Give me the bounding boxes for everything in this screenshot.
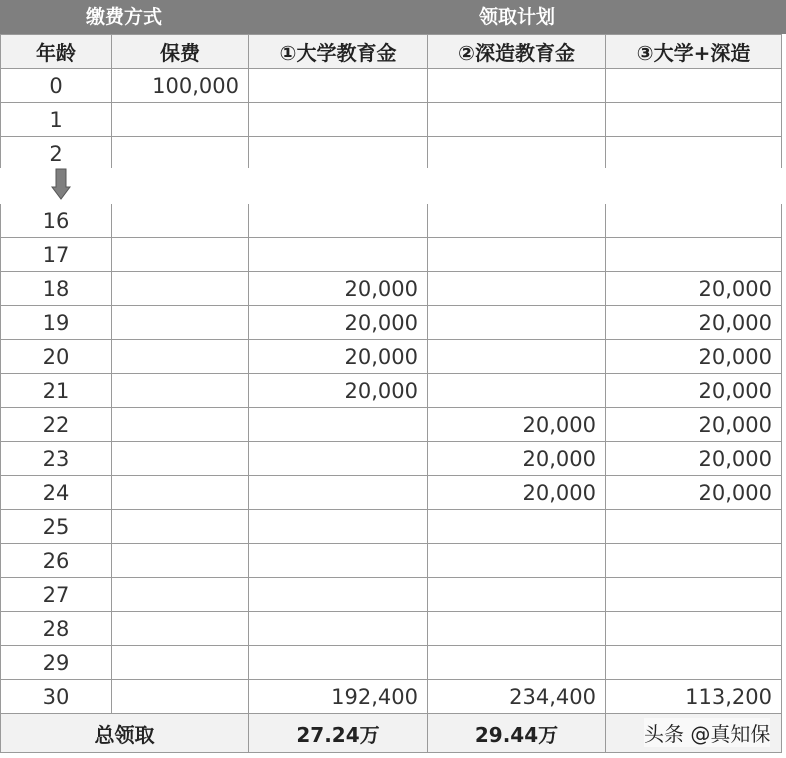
cell-premium: 100,000 — [112, 69, 249, 103]
cell-plan1 — [249, 544, 428, 578]
cell-age: 23 — [1, 442, 112, 476]
cell-plan3 — [606, 204, 782, 238]
cell-age: 16 — [1, 204, 112, 238]
cell-plan1 — [249, 103, 428, 137]
cell-premium — [112, 103, 249, 137]
cell-plan2 — [428, 612, 606, 646]
cell-age: 24 — [1, 476, 112, 510]
cell-plan2: 20,000 — [428, 442, 606, 476]
cell-premium — [112, 137, 249, 171]
cell-plan1: 192,400 — [249, 680, 428, 714]
cell-plan1 — [249, 510, 428, 544]
cell-plan1: 20,000 — [249, 374, 428, 408]
watermark: 头条 @真知保 — [644, 718, 770, 747]
cell-plan1 — [249, 442, 428, 476]
cell-premium — [112, 340, 249, 374]
cell-age: 20 — [1, 340, 112, 374]
cell-plan1 — [249, 137, 428, 171]
cell-plan3 — [606, 544, 782, 578]
cell-plan2 — [428, 374, 606, 408]
total-label: 总领取 — [1, 714, 249, 753]
cell-plan3 — [606, 69, 782, 103]
cell-plan2 — [428, 272, 606, 306]
cell-plan3 — [606, 137, 782, 171]
cell-plan3 — [606, 612, 782, 646]
total-plan1: 27.24万 — [249, 714, 428, 753]
column-header-plan3: ③大学+深造 — [606, 35, 782, 69]
column-header-age: 年龄 — [1, 35, 112, 69]
cell-age: 30 — [1, 680, 112, 714]
cell-plan1 — [249, 204, 428, 238]
cell-plan2 — [428, 69, 606, 103]
cell-plan2 — [428, 510, 606, 544]
table-row — [1, 272, 782, 306]
cell-plan1: 20,000 — [249, 306, 428, 340]
table-row — [1, 544, 782, 578]
table-row — [1, 476, 782, 510]
table-row — [1, 204, 782, 238]
cell-premium — [112, 408, 249, 442]
table-row — [1, 408, 782, 442]
omitted-rows-gap — [0, 168, 786, 204]
table-row — [1, 646, 782, 680]
down-arrow-icon — [51, 168, 71, 200]
cell-plan1 — [249, 476, 428, 510]
cell-age: 28 — [1, 612, 112, 646]
cell-plan2: 20,000 — [428, 476, 606, 510]
cell-plan3: 20,000 — [606, 374, 782, 408]
cell-plan2 — [428, 238, 606, 272]
cell-plan1 — [249, 646, 428, 680]
cell-plan2: 20,000 — [428, 408, 606, 442]
table-row — [1, 442, 782, 476]
cell-plan2 — [428, 204, 606, 238]
cell-premium — [112, 442, 249, 476]
cell-plan2 — [428, 646, 606, 680]
group-header-payment: 缴费方式 — [85, 6, 162, 28]
cell-plan2 — [428, 578, 606, 612]
cell-age: 1 — [1, 103, 112, 137]
cell-plan1 — [249, 612, 428, 646]
cell-premium — [112, 510, 249, 544]
cell-plan2 — [428, 137, 606, 171]
cell-premium — [112, 238, 249, 272]
cell-premium — [112, 204, 249, 238]
column-header-row — [1, 35, 782, 69]
cell-age: 17 — [1, 238, 112, 272]
table-row — [1, 374, 782, 408]
cell-plan3: 20,000 — [606, 272, 782, 306]
column-header-premium: 保费 — [112, 35, 249, 69]
cell-plan3 — [606, 646, 782, 680]
cell-age: 29 — [1, 646, 112, 680]
table-row — [1, 680, 782, 714]
cell-premium — [112, 680, 249, 714]
benefit-table-bottom — [0, 204, 782, 753]
cell-age: 27 — [1, 578, 112, 612]
cell-age: 2 — [1, 137, 112, 171]
cell-premium — [112, 272, 249, 306]
cell-plan3: 20,000 — [606, 408, 782, 442]
cell-plan2 — [428, 103, 606, 137]
table-row — [1, 69, 782, 103]
column-header-plan1: ①大学教育金 — [249, 35, 428, 69]
table-row — [1, 578, 782, 612]
cell-plan3: 20,000 — [606, 442, 782, 476]
cell-premium — [112, 476, 249, 510]
cell-plan2 — [428, 340, 606, 374]
cell-age: 0 — [1, 69, 112, 103]
cell-premium — [112, 612, 249, 646]
column-header-plan2: ②深造教育金 — [428, 35, 606, 69]
group-header-bar — [0, 0, 786, 34]
total-plan2: 29.44万 — [428, 714, 606, 753]
cell-plan3 — [606, 238, 782, 272]
cell-plan3: 20,000 — [606, 306, 782, 340]
table-row — [1, 340, 782, 374]
cell-premium — [112, 578, 249, 612]
benefit-table-top — [0, 34, 782, 170]
cell-plan3: 113,200 — [606, 680, 782, 714]
cell-plan3 — [606, 578, 782, 612]
cell-plan1: 20,000 — [249, 272, 428, 306]
cell-plan2: 234,400 — [428, 680, 606, 714]
group-header-plan: 领取计划 — [478, 6, 555, 28]
table-row — [1, 103, 782, 137]
cell-age: 19 — [1, 306, 112, 340]
table-row — [1, 306, 782, 340]
table-row — [1, 137, 782, 171]
cell-plan1 — [249, 578, 428, 612]
cell-plan2 — [428, 544, 606, 578]
cell-plan1 — [249, 408, 428, 442]
cell-plan1: 20,000 — [249, 340, 428, 374]
cell-plan3 — [606, 103, 782, 137]
table-row — [1, 612, 782, 646]
cell-plan3: 20,000 — [606, 340, 782, 374]
cell-age: 25 — [1, 510, 112, 544]
cell-premium — [112, 306, 249, 340]
table-row — [1, 510, 782, 544]
cell-premium — [112, 374, 249, 408]
cell-plan2 — [428, 306, 606, 340]
cell-plan3: 20,000 — [606, 476, 782, 510]
cell-premium — [112, 544, 249, 578]
cell-plan3 — [606, 510, 782, 544]
table-row — [1, 238, 782, 272]
cell-premium — [112, 646, 249, 680]
cell-age: 21 — [1, 374, 112, 408]
cell-plan1 — [249, 69, 428, 103]
cell-plan1 — [249, 238, 428, 272]
cell-age: 26 — [1, 544, 112, 578]
cell-age: 18 — [1, 272, 112, 306]
cell-age: 22 — [1, 408, 112, 442]
